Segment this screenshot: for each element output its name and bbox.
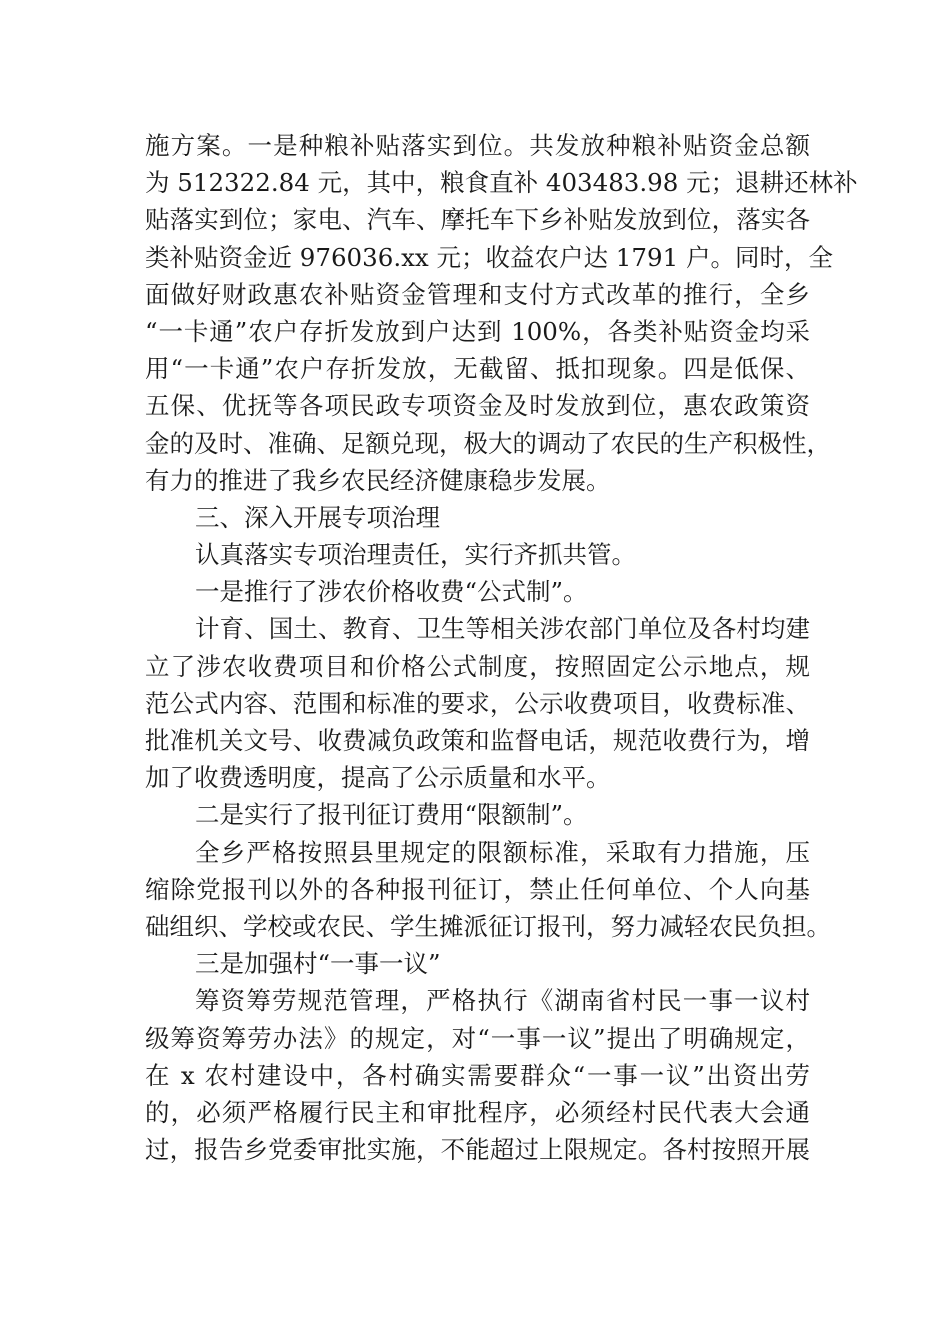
text-line: 计育、国土、教育、卫生等相关涉农部门单位及各村均建: [195, 614, 810, 644]
text-line: 加了收费透明度，提高了公示质量和水平。: [145, 763, 611, 793]
text-line: 类补贴资金近 976036.xx 元；收益农户达 1791 户。同时，全: [145, 242, 833, 272]
body-text: [145, 127, 858, 1168]
text-line: 有力的推进了我乡农民经济健康稳步发展。: [145, 465, 611, 495]
text-line: 立了涉农收费项目和价格公式制度，按照固定公示地点，规: [145, 651, 810, 681]
text-line: 过，报告乡党委审批实施，不能超过上限规定。各村按照开展: [145, 1135, 810, 1165]
text-line: 在 x 农村建设中，各村确实需要群众“一事一议”出资出劳: [145, 1060, 810, 1090]
text-line: 批准机关文号、收费减负政策和监督电话，规范收费行为，增: [145, 726, 810, 755]
text-line: 用“一卡通”农户存折发放，无截留、抵扣现象。四是低保、: [145, 354, 810, 384]
text-line: “一卡通”农户存折发放到户达到 100%，各类补贴资金均采: [145, 316, 810, 346]
text-line: 面做好财政惠农补贴资金管理和支付方式改革的推行，全乡: [145, 279, 810, 309]
text-line: 三是加强村“一事一议”: [195, 949, 441, 979]
text-line: 一是推行了涉农价格收费“公式制”。: [195, 577, 588, 607]
text-line: 级筹资筹劳办法》的规定，对“一事一议”提出了明确规定，: [145, 1023, 810, 1053]
text-line: 施方案。一是种粮补贴落实到位。共发放种粮补贴资金总额: [145, 131, 810, 160]
text-line: 二是实行了报刊征订费用“限额制”。: [195, 800, 588, 830]
text-line: 筹资筹劳规范管理，严格执行《湖南省村民一事一议村: [195, 986, 810, 1016]
text-line: 金的及时、准确、足额兑现，极大的调动了农民的生产积极性，: [145, 428, 831, 458]
text-line: 的，必须严格履行民主和审批程序，必须经村民代表大会通: [145, 1097, 810, 1127]
text-line: 三、深入开展专项治理: [195, 502, 440, 532]
text-line: 全乡严格按照县里规定的限额标准，采取有力措施，压: [195, 837, 810, 867]
text-line: 为 512322.84 元，其中，粮食直补 403483.98 元；退耕还林补: [145, 168, 858, 198]
text-line: 缩除党报刊以外的各种报刊征订，禁止任何单位、个人向基: [145, 874, 810, 904]
text-line: 础组织、学校或农民、学生摊派征订报刊，努力减轻农民负担。: [145, 911, 831, 941]
text-line: 范公式内容、范围和标准的要求，公示收费项目，收费标准、: [145, 688, 810, 718]
text-line: 五保、优抚等各项民政专项资金及时发放到位，惠农政策资: [145, 391, 810, 421]
text-line: 认真落实专项治理责任，实行齐抓共管。: [195, 540, 636, 570]
text-line: 贴落实到位；家电、汽车、摩托车下乡补贴发放到位，落实各: [145, 205, 810, 235]
